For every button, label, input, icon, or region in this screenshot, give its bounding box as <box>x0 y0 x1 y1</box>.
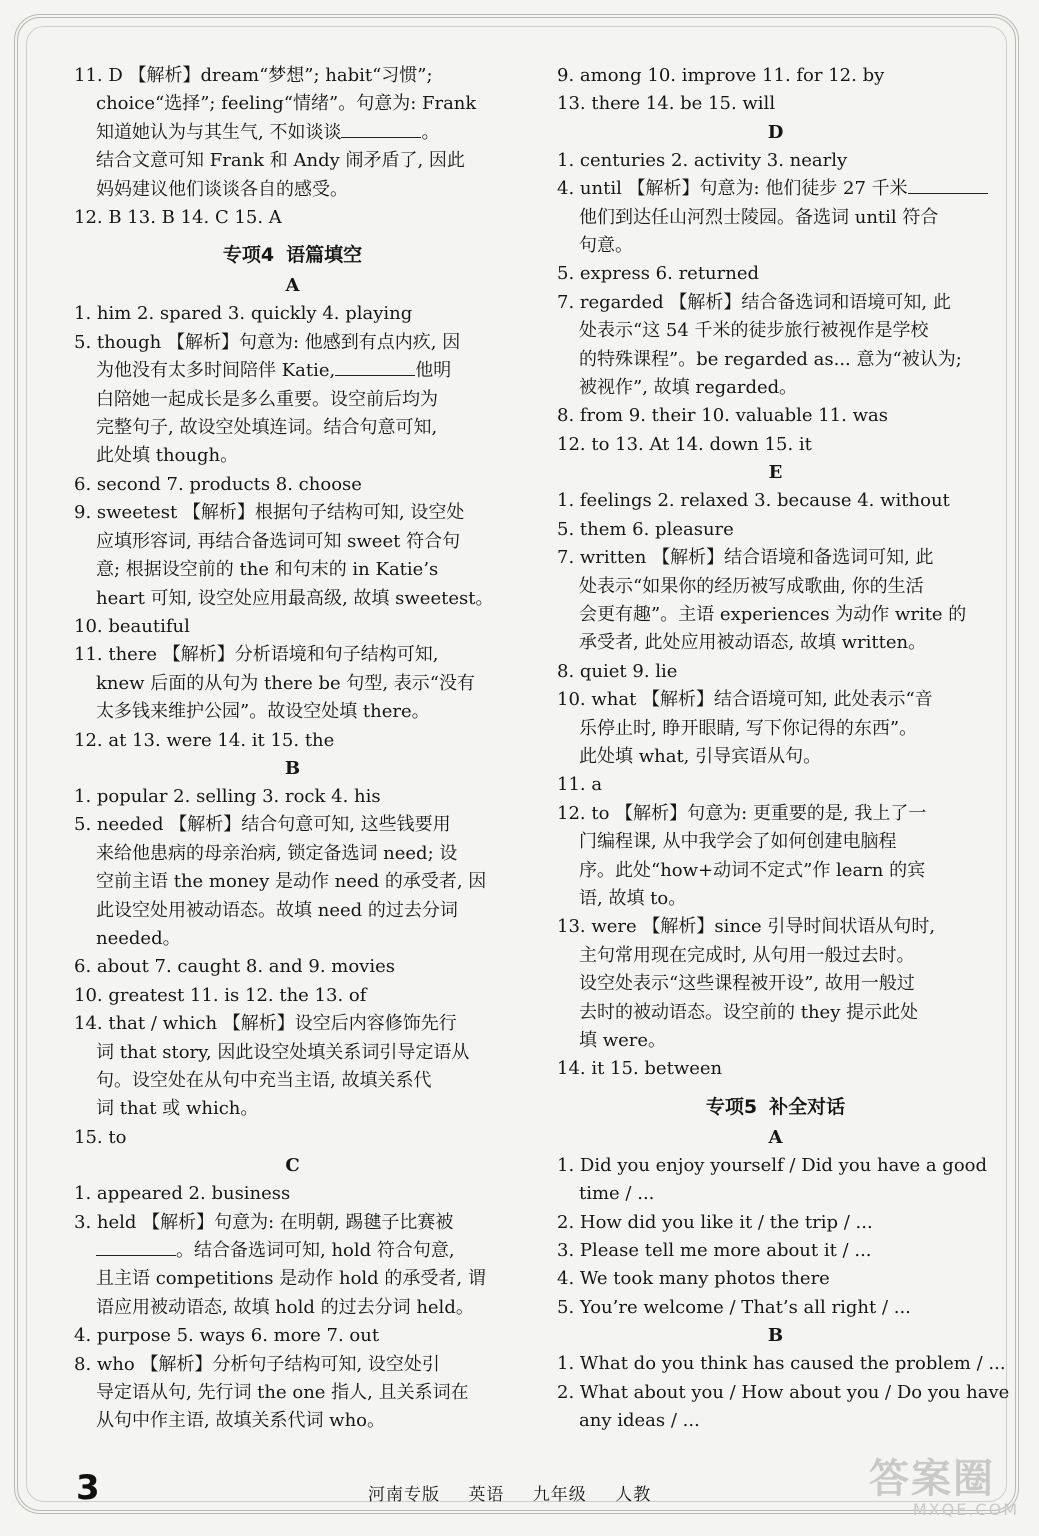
answer-line: 导定语从句, 先行词 the one 指人, 且关系词在 <box>96 1382 469 1404</box>
answer-line: heart 可知, 设空处应用最高级, 故填 sweetest。 <box>96 587 494 609</box>
part-label-d: D <box>767 121 784 143</box>
answer-line: 12. B 13. B 14. C 15. A <box>74 207 282 229</box>
answer-line <box>74 1237 511 1265</box>
answer-line: choice“选择”; feeling“情绪”。句意为: Frank <box>96 93 477 115</box>
answer-line: 7. written 【解析】结合语境和备选词可知, 此 <box>557 547 934 569</box>
answer-line: 太多钱来维护公园”。故设空处填 there。 <box>96 701 430 723</box>
footer-info <box>368 1480 673 1505</box>
answer-line: 从句中作主语, 故填关系代词 who。 <box>96 1410 386 1432</box>
page-number: 3 <box>76 1468 100 1508</box>
answer-line: 13. were 【解析】since 引导时间状语从句时, <box>557 916 936 938</box>
answer-text: 他明 <box>415 360 452 382</box>
answer-line: 1. What do you think has caused the problem / ... <box>557 1353 1006 1375</box>
answer-line: 5. needed 【解析】结合句意可知, 这些钱要用 <box>74 814 451 836</box>
answer-line <box>557 175 994 203</box>
section-title-4 <box>74 238 511 272</box>
answer-line: 序。此处“how+动词不定式”作 learn 的宾 <box>579 859 926 881</box>
answer-line: 处表示“这 54 千米的徒步旅行被视作是学校 <box>579 320 929 342</box>
answer-line: 结合文意可知 Frank 和 Andy 闹矛盾了, 因此 <box>96 150 465 172</box>
answer-line: 15. to <box>74 1126 127 1148</box>
answer-line: 知道她认为与其生气, 不如谈谈 。 <box>96 121 440 143</box>
answer-line: 5. express 6. returned <box>557 263 760 285</box>
answer-line: 1. centuries 2. activity 3. nearly <box>557 149 848 171</box>
answer-line: 来给他患病的母亲治病, 锁定备选词 need; 设 <box>96 842 458 864</box>
answer-line: 词 that 或 which。 <box>96 1098 259 1120</box>
answer-line: 门编程课, 从中我学会了如何创建电脑程 <box>579 831 897 853</box>
answer-line: 的特殊课程”。be regarded as... 意为“被认为; <box>579 348 962 370</box>
answer-line: 主句常用现在完成时, 从句用一般过去时。 <box>579 944 915 966</box>
answer-line: 此处填 what, 引导宾语从句。 <box>579 745 822 767</box>
answer-line: time / ... <box>579 1183 655 1205</box>
answer-line: 此设空处用被动语态。故填 need 的过去分词 <box>96 899 458 921</box>
answer-line: 9. among 10. improve 11. for 12. by <box>557 65 885 86</box>
section-number: 专项5 <box>705 1095 758 1118</box>
answer-line: knew 后面的从句为 there be 句型, 表示“没有 <box>96 672 476 694</box>
answer-line: 11. D 【解析】dream“梦想”; habit“习惯”; <box>74 65 433 86</box>
answer-text: 为他没有太多时间陪伴 Katie, <box>96 360 336 382</box>
answer-line: 句意。 <box>579 235 633 257</box>
answer-line: 14. it 15. between <box>557 1058 723 1080</box>
answer-line: 12. at 13. were 14. it 15. the <box>74 729 335 751</box>
edition-label: 河南专版 <box>368 1485 440 1505</box>
answer-line: any ideas / ... <box>579 1410 700 1432</box>
answer-line: 8. quiet 9. lie <box>557 660 678 682</box>
answer-line: 2. What about you / How about you / Do you have <box>557 1381 1010 1403</box>
right-column <box>557 62 1010 1462</box>
part-label-b: B <box>284 757 301 779</box>
fill-blank <box>908 179 988 194</box>
answer-line: 词 that story, 因此设空处填关系词引导定语从 <box>96 1041 470 1063</box>
answer-line: 1. popular 2. selling 3. rock 4. his <box>74 785 381 807</box>
subject-label: 英语 <box>468 1485 505 1505</box>
answer-line: 11. there 【解析】分析语境和句子结构可知, <box>74 644 439 666</box>
answer-page <box>74 62 1010 1462</box>
answer-line: 6. second 7. products 8. choose <box>74 473 362 495</box>
answer-line: 此处填 though。 <box>96 445 239 467</box>
answer-line: 13. there 14. be 15. will <box>557 93 776 115</box>
answer-line: 且主语 competitions 是动作 hold 的承受者, 谓 <box>96 1268 486 1290</box>
answer-line: 10. beautiful <box>74 615 190 637</box>
answer-line: 1. appeared 2. business <box>74 1183 291 1205</box>
answer-text: 。结合备选词可知, hold 符合句意, <box>176 1240 455 1262</box>
answer-line: 8. from 9. their 10. valuable 11. was <box>557 405 888 427</box>
answer-line: 句。设空处在从句中充当主语, 故填关系代 <box>96 1070 432 1091</box>
answer-line: 5. them 6. pleasure <box>557 518 734 540</box>
answer-line: 11. a <box>557 774 603 796</box>
answer-line: 5. though 【解析】句意为: 他感到有点内疚, 因 <box>74 331 461 353</box>
answer-line: 6. about 7. caught 8. and 9. movies <box>74 956 395 978</box>
part-label-c: C <box>285 1155 300 1177</box>
watermark-logo-text: 答案圈 <box>869 1456 995 1502</box>
answer-line: 语, 故填 to。 <box>579 887 687 909</box>
answer-line: 9. sweetest 【解析】根据句子结构可知, 设空处 <box>74 502 465 524</box>
part-label-a: A <box>285 275 300 297</box>
answer-line: 1. him 2. spared 3. quickly 4. playing <box>74 303 413 325</box>
answer-line: 3. held 【解析】句意为: 在明朝, 踢毽子比赛被 <box>74 1211 454 1233</box>
answer-line: 5. You’re welcome / That’s all right / ... <box>557 1296 911 1318</box>
section-title-5 <box>557 1090 994 1124</box>
fill-blank <box>341 123 421 138</box>
answer-text: 4. until 【解析】句意为: 他们徒步 27 千米 <box>557 178 908 200</box>
answer-line: 应填形容词, 再结合备选词可知 sweet 符合句 <box>96 530 461 552</box>
answer-line: 12. to 13. At 14. down 15. it <box>557 433 812 455</box>
part-label-b: B <box>767 1325 784 1347</box>
answer-line: 4. purpose 5. ways 6. more 7. out <box>74 1325 380 1347</box>
answer-line: 设空处表示“这些课程被开设”, 故用一般过 <box>579 973 915 995</box>
answer-line: 意; 根据设空前的 the 和句末的 in Katie’s <box>96 559 439 581</box>
part-label-e: E <box>768 462 783 484</box>
answer-line: 7. regarded 【解析】结合备选词和语境可知, 此 <box>557 291 951 313</box>
answer-line: 处表示“如果你的经历被写成歌曲, 你的生活 <box>579 575 924 597</box>
answer-line: 去时的被动语态。设空前的 they 提示此处 <box>579 1001 919 1023</box>
answer-line: 12. to 【解析】句意为: 更重要的是, 我上了一 <box>557 802 927 824</box>
answer-line: 14. that / which 【解析】设空后内容修饰先行 <box>74 1013 457 1035</box>
page-footer <box>70 1468 970 1514</box>
section-name: 语篇填空 <box>286 244 363 267</box>
left-column <box>74 62 511 1462</box>
answer-line: 承受者, 此处应用被动语态, 故填 written。 <box>579 632 927 654</box>
fill-blank <box>335 361 415 376</box>
answer-line: 8. who 【解析】分析句子结构可知, 设空处引 <box>74 1353 440 1375</box>
answer-line: 语应用被动语态, 故填 hold 的过去分词 held。 <box>96 1296 474 1318</box>
answer-line: 完整句子, 故设空处填连词。结合句意可知, <box>96 417 438 439</box>
answer-line: 4. We took many photos there <box>557 1268 830 1290</box>
publisher-label: 人教 <box>615 1485 652 1505</box>
section-name: 补全对话 <box>769 1095 846 1118</box>
answer-line: 会更有趣”。主语 experiences 为动作 write 的 <box>579 603 967 625</box>
answer-text: 知道她认为与其生气, 不如谈谈 <box>96 121 342 143</box>
answer-line: 1. Did you enjoy yourself / Did you have a good <box>557 1154 988 1176</box>
answer-line: 填 were。 <box>579 1030 667 1051</box>
answer-line: 空前主语 the money 是动作 need 的承受者, 因 <box>96 871 487 893</box>
answer-line: 白陪她一起成长是多么重要。设空前后均为 <box>96 388 438 410</box>
answer-line: 被视作”, 故填 regarded。 <box>579 377 798 399</box>
answer-line <box>74 357 511 385</box>
answer-line: needed。 <box>96 927 181 949</box>
answer-line: 10. greatest 11. is 12. the 13. of <box>74 984 367 1006</box>
watermark-url: MXQE.COM <box>912 1500 1019 1519</box>
part-label-a: A <box>768 1126 783 1148</box>
fill-blank <box>96 1241 176 1256</box>
section-number: 专项4 <box>222 244 275 267</box>
grade-label: 九年级 <box>532 1485 587 1505</box>
answer-line: 1. feelings 2. relaxed 3. because 4. without <box>557 490 950 512</box>
watermark-logo <box>869 1458 1019 1522</box>
answer-line: 妈妈建议他们谈谈各自的感受。 <box>96 178 348 200</box>
answer-line: 他们到达任山河烈士陵园。备选词 until 符合 <box>579 206 939 228</box>
answer-line: 10. what 【解析】结合语境可知, 此处表示“音 <box>557 689 933 711</box>
answer-line: 2. How did you like it / the trip / ... <box>557 1211 873 1233</box>
answer-line: 3. Please tell me more about it / ... <box>557 1240 872 1262</box>
answer-line: 乐停止时, 睁开眼睛, 写下你记得的东西”。 <box>579 717 918 739</box>
